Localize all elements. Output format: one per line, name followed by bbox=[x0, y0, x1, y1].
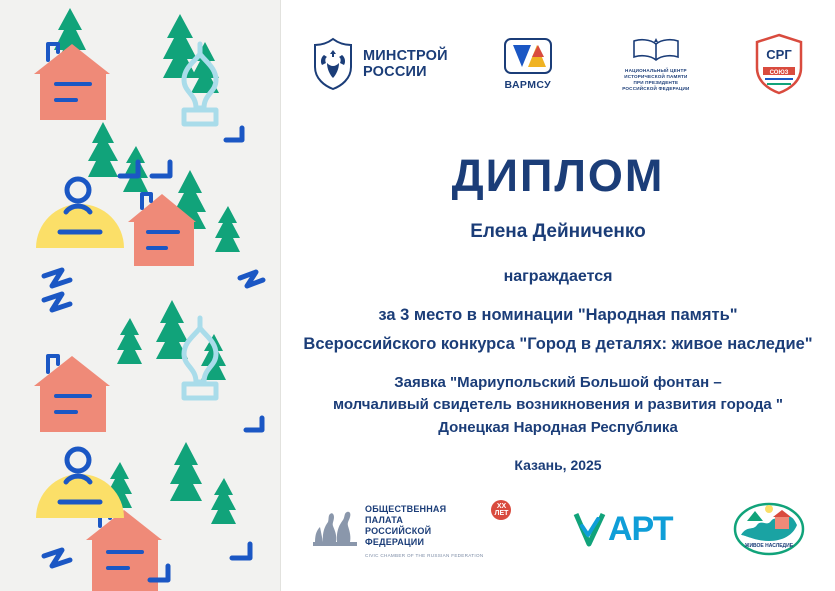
living-heritage-badge-icon bbox=[733, 501, 805, 557]
svg-text:СОЮЗ: СОЮЗ bbox=[769, 70, 789, 76]
bottom-logo-row bbox=[299, 495, 817, 563]
diploma-content bbox=[281, 0, 835, 591]
natcentre-line4: РОССИЙСКОЙ ФЕДЕРАЦИИ bbox=[622, 85, 690, 91]
recipient-name: Елена Дейниченко bbox=[470, 221, 646, 242]
srg-shield-icon bbox=[753, 33, 805, 95]
top-logo-row bbox=[297, 26, 819, 102]
civic-line2: ПАЛАТА bbox=[365, 515, 404, 526]
region-line: Донецкая Народная Республика bbox=[438, 419, 678, 436]
civic-line4: ФЕДЕРАЦИИ bbox=[365, 536, 425, 547]
page-title: ДИПЛОМ bbox=[451, 150, 665, 201]
illustrated-town-pattern bbox=[0, 0, 281, 591]
minstroy-line1: МИНСТРОЙ bbox=[363, 47, 448, 64]
minstroy-logo bbox=[311, 37, 448, 91]
civic-anniversary-badge bbox=[491, 500, 511, 520]
natcentre-label bbox=[608, 68, 704, 92]
russian-coat-of-arms-icon bbox=[311, 37, 355, 91]
varmsu-chevron-icon bbox=[501, 37, 555, 77]
art-label: АРТ bbox=[607, 509, 673, 548]
civic-chamber-monument-icon bbox=[311, 500, 359, 550]
civic-chamber-logo bbox=[311, 500, 511, 557]
city-year-line: Казань, 2025 bbox=[514, 457, 602, 473]
civic-line1: ОБЩЕСТВЕННАЯ bbox=[365, 504, 447, 515]
badge-years: XX bbox=[496, 503, 507, 511]
art-logo bbox=[572, 510, 673, 549]
application-line2: молчаливый свидетель возникновения и развития города " bbox=[332, 395, 784, 413]
natcentre-logo bbox=[608, 36, 704, 92]
natcentre-line3: ПРИ ПРЕЗИДЕНТЕ bbox=[633, 80, 679, 85]
town-pattern-svg bbox=[0, 0, 281, 591]
badge-label: ЛЕТ bbox=[494, 510, 509, 518]
minstroy-line2: РОССИИ bbox=[363, 64, 427, 80]
open-book-emblem-icon bbox=[629, 36, 683, 66]
contest-line: Всероссийского конкурса "Город в деталях: живое наследие" bbox=[303, 335, 813, 353]
civic-english-line: CIVIC CHAMBER OF THE RUSSIAN FEDERATION bbox=[365, 552, 484, 558]
svg-text:ЖИВОЕ НАСЛЕДИЕ: ЖИВОЕ НАСЛЕДИЕ bbox=[744, 543, 794, 549]
minstroy-label bbox=[363, 48, 448, 80]
civic-chamber-text bbox=[365, 500, 483, 557]
application-line1: Заявка "Мариупольский Большой фонтан – bbox=[394, 374, 722, 391]
natcentre-line1: НАЦИОНАЛЬНЫЙ ЦЕНТР bbox=[625, 68, 687, 74]
awarded-label: награждается bbox=[503, 268, 613, 285]
svg-text:СРГ: СРГ bbox=[766, 47, 792, 62]
varmsu-label: ВАРМСУ bbox=[504, 79, 552, 91]
civic-line3: РОССИЙСКОЙ bbox=[365, 526, 432, 536]
place-line: за 3 место в номинации "Народная память" bbox=[378, 306, 738, 324]
application-block bbox=[281, 372, 835, 416]
varmsu-logo bbox=[497, 37, 559, 91]
art-checkmark-icon bbox=[572, 510, 606, 548]
natcentre-line2: ИСТОРИЧЕСКОЙ ПАМЯТИ bbox=[624, 74, 688, 80]
